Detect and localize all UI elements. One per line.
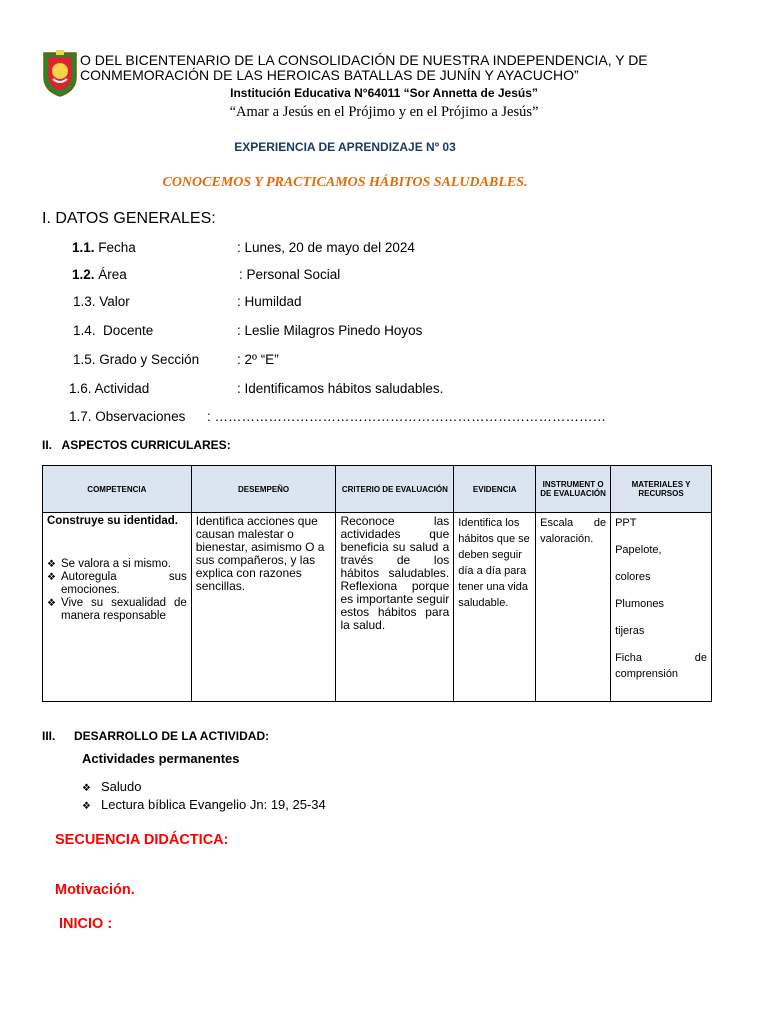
- diamond-bullet-icon: ❖: [47, 598, 56, 609]
- header-criterio: CRITERIO DE EVALUACIÓN: [336, 466, 454, 513]
- development-heading: III. DESARROLLO DE LA ACTIVIDAD:: [42, 729, 270, 743]
- curricular-table: [42, 465, 712, 702]
- cell-materiales: [611, 513, 712, 702]
- topic-title: CONOCEMOS Y PRACTICAMOS HÁBITOS SALUDABLES.: [162, 175, 528, 190]
- general-row-grade: 1.5. Grado y Sección: [73, 352, 200, 367]
- general-row-date: 1.1. Fecha: [72, 240, 136, 255]
- diamond-bullet-icon: ❖: [47, 572, 56, 583]
- cell-evidencia: Identifica los hábitos que se deben seguir día a día para tener una vida saludable.: [454, 513, 536, 702]
- curricular-heading: II. ASPECTOS CURRICULARES:: [42, 438, 231, 452]
- header-instrumento: INSTRUMENT O DE EVALUACIÓN: [536, 466, 611, 513]
- start-title: INICIO :: [59, 916, 113, 932]
- general-value-grade: : 2º “E”: [237, 352, 279, 367]
- general-value-date: : Lunes, 20 de mayo del 2024: [237, 240, 415, 255]
- list-item: ❖ Saludo: [82, 779, 142, 794]
- general-row-value: 1.3. Valor: [73, 294, 130, 309]
- general-value-activity: : Identificamos hábitos saludables.: [237, 381, 444, 396]
- general-value-teacher: : Leslie Milagros Pinedo Hoyos: [237, 323, 423, 338]
- diamond-bullet-icon: ❖: [82, 783, 91, 794]
- motivation-title: Motivación.: [55, 882, 135, 898]
- general-value-area: : Personal Social: [239, 267, 341, 282]
- header-line-2: CONMEMORACIÓN DE LAS HEROICAS BATALLAS DE JUNÍN Y AYACUCHO”: [80, 67, 579, 83]
- header-line-1: O DEL BICENTENARIO DE LA CONSOLIDACIÓN DE NUESTRA INDEPENDENCIA, Y DE: [80, 52, 648, 68]
- competencia-title: Construye su identidad.: [47, 515, 178, 527]
- list-item: ❖ Lectura bíblica Evangelio Jn: 19, 25-34: [82, 797, 326, 812]
- table-row: [43, 513, 712, 702]
- experience-title: EXPERIENCIA DE APRENDIZAJE Nº 03: [234, 140, 456, 154]
- sequence-title: SECUENCIA DIDÁCTICA:: [55, 832, 229, 848]
- list-item: ❖ Autoregula sus emociones.: [47, 571, 187, 596]
- list-item: ❖ Se valora a si mismo.: [47, 558, 171, 570]
- material-item: Plumones: [615, 598, 664, 610]
- material-item: Papelote,: [615, 544, 662, 556]
- material-item: PPT: [615, 517, 637, 529]
- cell-criterio: Reconoce las actividades que beneficia su salud a través de los hábitos saludables. Reflexiona porque es importante seguir estos hábitos para la salud.: [336, 513, 454, 702]
- cell-desempeno: Identifica acciones que causan malestar o bienestar, asimismo O a sus compañeros, y las explica con razones sencillas.: [191, 513, 336, 702]
- general-row-observations: 1.7. Observaciones: [69, 409, 186, 424]
- diamond-bullet-icon: ❖: [82, 801, 91, 812]
- permanent-activities-title: Actividades permanentes: [82, 751, 240, 766]
- list-item: ❖ Vive su sexualidad de manera responsable: [47, 597, 187, 622]
- material-item: colores: [615, 571, 651, 583]
- motto: “Amar a Jesús en el Prójimo y en el Prójimo a Jesús”: [229, 104, 539, 120]
- general-value-value: : Humildad: [237, 294, 302, 309]
- header-evidencia: EVIDENCIA: [454, 466, 536, 513]
- general-data-heading: I. DATOS GENERALES:: [42, 210, 216, 227]
- material-item: tijeras: [615, 625, 645, 637]
- header-materiales: MATERIALES Y RECURSOS: [611, 466, 712, 513]
- general-row-area: 1.2. Área: [72, 267, 127, 282]
- diamond-bullet-icon: ❖: [47, 559, 56, 570]
- cell-competencia: [43, 513, 192, 702]
- table-header-row: [43, 466, 712, 513]
- general-value-observations: : ……………………………………………………………………………: [207, 409, 607, 424]
- header-competencia: COMPETENCIA: [43, 466, 192, 513]
- cell-instrumento: Escala de valoración.: [536, 513, 611, 702]
- institution-name: Institución Educativa N°64011 “Sor Annetta de Jesús”: [230, 86, 538, 100]
- general-row-activity: 1.6. Actividad: [69, 381, 150, 396]
- general-row-teacher: 1.4. Docente: [73, 323, 154, 338]
- header-desempeno: DESEMPEÑO: [191, 466, 336, 513]
- material-item: Ficha de comprensión: [615, 652, 707, 680]
